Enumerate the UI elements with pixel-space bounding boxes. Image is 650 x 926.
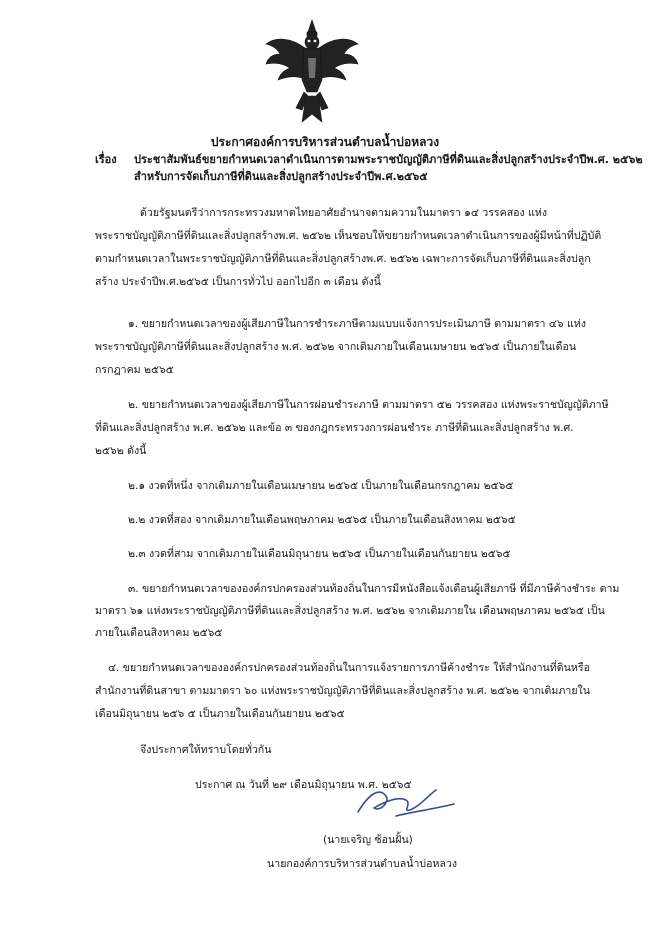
subject-line-1: ประชาสัมพันธ์ขยายกำหนดเวลาดำเนินการตามพระราชบัญญัติภาษีที่ดินและสิ่งปลูกสร้างประจำปีพ.ศ. ๒๕๖๒ (134, 153, 643, 166)
intro-line: สร้าง ประจำปีพ.ศ.๒๕๖๕ เป็นการทั่วไป ออกไปอีก ๓ เดือน ดังนี้ (95, 276, 381, 288)
item-4-line: ๔. ขยายกำหนดเวลาขององค์กรปกครองส่วนท้องถิ่นในการแจ้งรายการภาษีค้างชำระ ให้สำนักงานที่ดินหรือ (108, 662, 590, 674)
item-2-sub: ๒.๓ งวดที่สาม จากเดิมภายในเดือนมิถุนายน ๒๕๖๕ เป็นภายในเดือนกันยายน ๒๕๖๕ (128, 548, 511, 560)
item-3-line: ๓. ขยายกำหนดเวลาขององค์กรปกครองส่วนท้องถิ่นในการมีหนังสือแจ้งเตือนผู้เสียภาษี ที่มีภาษีค้างชำระ ตาม (128, 583, 620, 595)
signature-icon (350, 782, 460, 822)
item-3-line: ภายในเดือนสิงหาคม ๒๕๖๕ (95, 627, 223, 639)
announce-date: ประกาศ ณ วันที่ ๒๙ เดือนมิถุนายน พ.ศ. ๒๕๖๕ (195, 779, 412, 791)
org-title: ประกาศองค์การบริหารส่วนตำบลน้ำบ่อหลวง (210, 135, 440, 149)
item-2-sub: ๒.๑ งวดที่หนึ่ง จากเดิมภายในเดือนเมษายน ๒๕๖๕ เป็นภายในเดือนกรกฎาคม ๒๕๖๕ (128, 480, 514, 492)
garuda-emblem-icon (262, 18, 362, 130)
subject-label: เรื่อง (95, 153, 117, 166)
item-1-line: ๑. ขยายกำหนดเวลาของผู้เสียภาษีในการชำระภาษีตามแบบแจ้งการประเมินภาษี ตามมาตรา ๔๖ แห่ง (128, 318, 586, 330)
item-1-line: พระราชบัญญัติภาษีที่ดินและสิ่งปลูกสร้าง พ.ศ. ๒๕๖๒ จากเดิมภายในเดือนเมษายน ๒๕๖๕ เป็นภายในเดือน (95, 341, 577, 353)
item-2-sub: ๒.๒ งวดที่สอง จากเดิมภายในเดือนพฤษภาคม ๒๕๖๕ เป็นภายในเดือนสิงหาคม ๒๕๖๕ (128, 514, 516, 526)
signer-title: นายกองค์การบริหารส่วนตำบลน้ำบ่อหลวง (267, 858, 458, 870)
item-2-line: ที่ดินและสิ่งปลูกสร้าง พ.ศ. ๒๕๖๒ และข้อ ๓ ของกฎกระทรวงการผ่อนชำระ ภาษีที่ดินและสิ่งปลูกสร้าง พ.ศ. (95, 422, 574, 434)
item-3-line: มาตรา ๖๑ แห่งพระราชบัญญัติภาษีที่ดินและสิ่งปลูกสร้าง พ.ศ. ๒๕๖๒ จากเดิมภายใน เดือนพฤษภาคม ๒๕๖๕ เป็น (95, 605, 605, 617)
subject-line-2: สำหรับการจัดเก็บภาษีที่ดินและสิ่งปลูกสร้างประจำปีพ.ศ.๒๕๖๕ (134, 170, 428, 183)
item-1-line: กรกฎาคม ๒๕๖๕ (95, 364, 174, 376)
signer-name: (นายเจริญ ซ้อนฝั้น) (323, 834, 413, 846)
intro-line: ตามกำหนดเวลาในพระราชบัญญัติภาษีที่ดินและสิ่งปลูกสร้างพ.ศ. ๒๕๖๒ เฉพาะการจัดเก็บภาษีที่ดินและสิ่งปลูก (95, 253, 591, 265)
closing-text: จึงประกาศให้ทราบโดยทั่วกัน (140, 744, 272, 756)
item-2-line: ๒. ขยายกำหนดเวลาของผู้เสียภาษีในการผ่อนชำระภาษี ตามมาตรา ๕๒ วรรคสอง แห่งพระราชบัญญัติภาษี (128, 399, 609, 411)
intro-line: ด้วยรัฐมนตรีว่าการกระทรวงมหาดไทยอาศัยอำนาจตามความในมาตรา ๑๔ วรรคสอง แห่ง (140, 207, 548, 219)
intro-line: พระราชบัญญัติภาษีที่ดินและสิ่งปลูกสร้างพ.ศ. ๒๕๖๒ เห็นชอบให้ขยายกำหนดเวลาดำเนินการของผู้มีหน้าที่ปฏิบัติ (95, 230, 602, 242)
item-4-line: สำนักงานที่ดินสาขา ตามมาตรา ๖๐ แห่งพระราชบัญญัติภาษีที่ดินและสิ่งปลูกสร้าง พ.ศ. ๒๕๖๒ จากเดิมภายใน (95, 685, 590, 697)
item-2-line: ๒๕๖๒ ดังนี้ (95, 445, 147, 457)
item-4-line: เดือนมิถุนายน ๒๕๖ ๕ เป็นภายในเดือนกันยายน ๒๕๖๕ (95, 708, 345, 720)
